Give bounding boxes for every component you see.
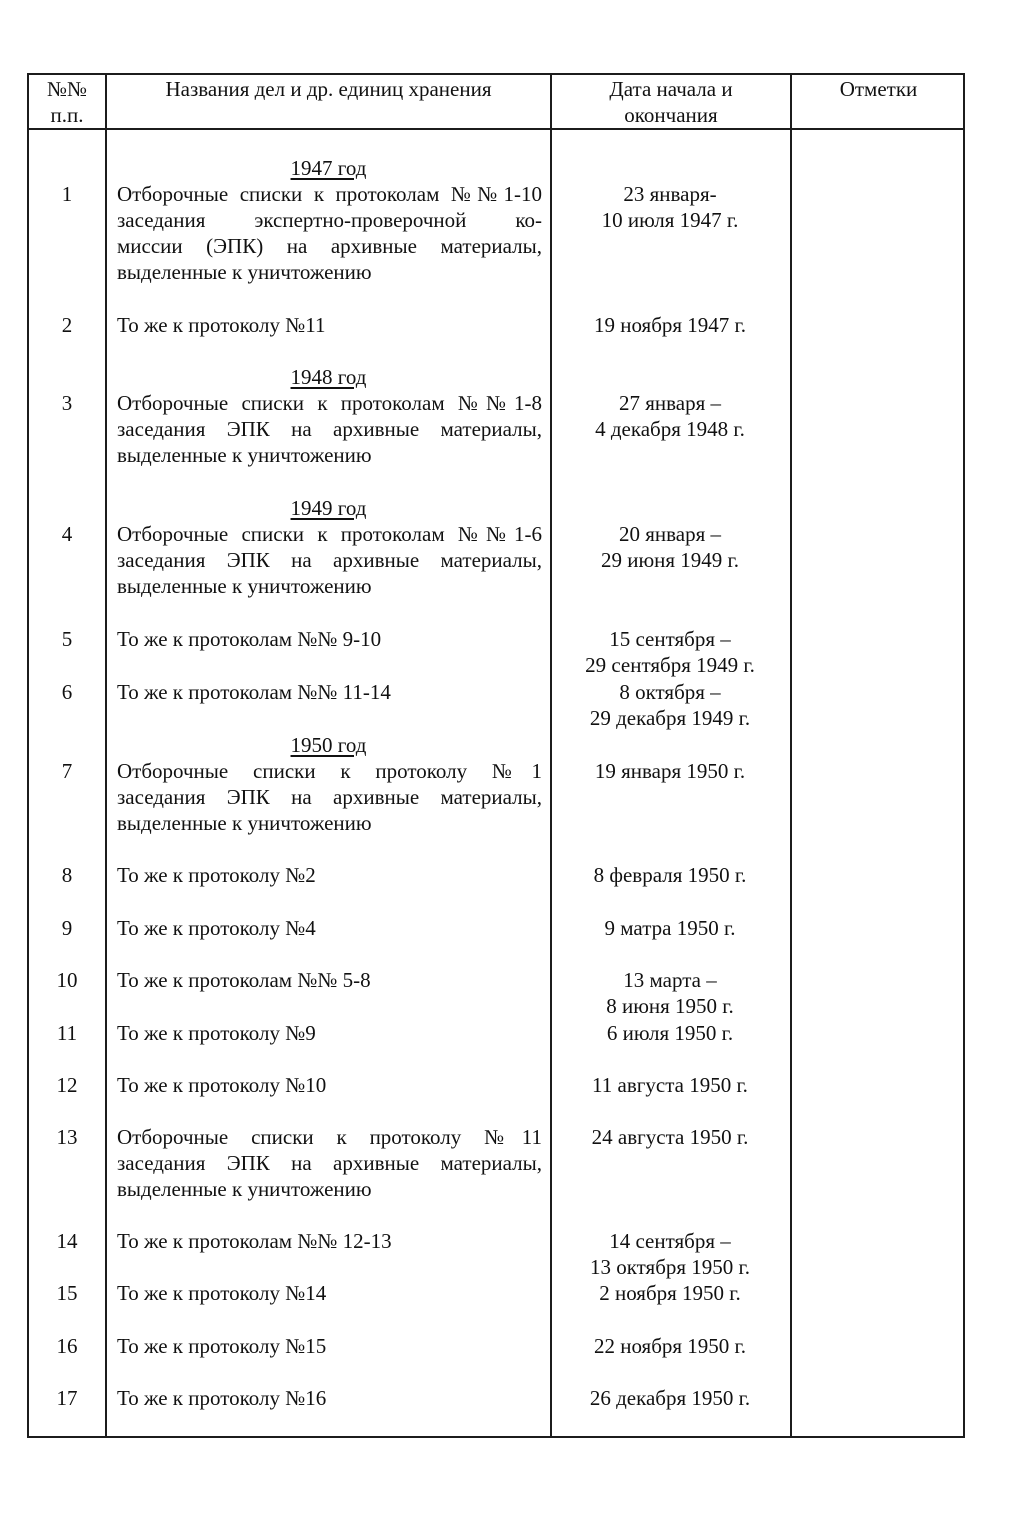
title-line: заседания ЭПК на архивные материалы, [117,1151,542,1175]
date-line: 29 июня 1949 г. [600,548,740,572]
date-line: 29 сентября 1949 г. [585,653,755,677]
row-number: 3 [61,391,73,415]
title-line: То же к протоколу №16 [117,1386,327,1410]
title-line: То же к протоколу №15 [117,1334,327,1358]
row-number: 12 [56,1073,78,1097]
date-line: 10 июля 1947 г. [601,208,739,232]
title-line: миссии (ЭПК) на архивные материалы, [117,234,542,258]
row-title [117,679,542,705]
title-line: То же к протоколу №10 [117,1073,327,1097]
title-line: заседания ЭПК на архивные материалы, [117,785,542,809]
date-line: 23 января- [623,182,717,206]
title-line: То же к протоколам №№ 9-10 [117,627,382,651]
row-title [117,1385,542,1411]
row-title [117,862,542,888]
title-line: Отборочные списки к протоколам №№1-6 [117,522,542,546]
date-line: 6 июля 1950 г. [606,1021,734,1045]
header-notes: Отметки [839,77,918,101]
title-line: То же к протоколу №9 [117,1021,316,1045]
row-dates [552,862,788,888]
date-line: 27 января – [618,391,722,415]
title-line: То же к протоколу №14 [117,1281,327,1305]
title-line: выделенные к уничтожению [117,811,372,835]
header-title: Названия дел и др. единиц хранения [165,77,492,101]
year-heading: 1950 год [290,733,367,757]
row-title [117,312,542,338]
row-dates [552,967,788,1019]
row-dates [552,758,788,784]
date-line: 24 августа 1950 г. [591,1125,749,1149]
row-dates [552,915,788,941]
row-title [117,181,542,285]
row-dates [552,679,788,731]
title-line: То же к протоколу №2 [117,863,316,887]
title-line: заседания ЭПК на архивные материалы, [117,548,542,572]
row-dates [552,1385,788,1411]
date-line: 29 декабря 1949 г. [589,706,751,730]
date-line: 19 января 1950 г. [594,759,746,783]
row-dates [552,312,788,338]
header-num [29,76,105,128]
title-line: выделенные к уничтожению [117,443,372,467]
title-line: Отборочные списки к протоколам №№1-8 [117,391,542,415]
row-title [117,1228,542,1254]
row-title [117,1072,542,1098]
date-line: 8 февраля 1950 г. [593,863,747,887]
column-divider [790,73,792,1438]
row-number: 10 [56,968,78,992]
row-title [117,758,542,836]
row-dates [552,521,788,573]
date-line: 11 августа 1950 г. [592,1073,748,1097]
row-number: 1 [61,182,73,206]
row-title [117,915,542,941]
row-dates [552,1280,788,1306]
row-number: 2 [61,313,73,337]
date-line: 2 ноября 1950 г. [599,1281,741,1305]
title-line: То же к протоколам №№ 5-8 [117,968,371,992]
row-number: 4 [61,522,73,546]
title-line: выделенные к уничтожению [117,574,372,598]
title-line: То же к протоколу №11 [117,313,326,337]
row-dates [552,1228,788,1280]
title-line: заседания экспертно-проверочной ко- [117,208,542,232]
row-title [117,390,542,468]
row-title [117,1124,542,1202]
date-line: 8 октября – [619,680,721,704]
row-number: 15 [56,1281,78,1305]
row-title [117,1280,542,1306]
row-dates [552,181,788,233]
row-title [117,967,542,993]
row-dates [552,1124,788,1150]
row-dates [552,1072,788,1098]
date-line: 19 ноября 1947 г. [593,313,747,337]
row-number: 17 [56,1386,78,1410]
header-num-line: п.п. [50,103,84,127]
date-line: 4 декабря 1948 г. [595,417,745,441]
header-num-line: №№ [46,77,88,101]
date-line: 14 сентября – [609,1229,731,1253]
title-line: То же к протоколу №4 [117,916,316,940]
date-line: 9 матра 1950 г. [604,916,736,940]
row-number: 14 [56,1229,78,1253]
date-line: 22 ноября 1950 г. [593,1334,747,1358]
row-dates [552,626,788,678]
date-line: 13 октября 1950 г. [589,1255,751,1279]
header-divider [27,128,965,130]
row-dates [552,1020,788,1046]
row-dates [552,390,788,442]
year-heading: 1949 год [290,496,367,520]
title-line: Отборочные списки к протоколу №1 [117,759,542,783]
header-dates [552,76,790,128]
date-line: 15 сентября – [609,627,731,651]
date-line: 26 декабря 1950 г. [589,1386,751,1410]
title-line: То же к протоколам №№ 12-13 [117,1229,392,1253]
title-line: выделенные к уничтожению [117,260,372,284]
row-title [117,521,542,599]
row-number: 7 [61,759,73,783]
row-title [117,1333,542,1359]
date-line: 13 марта – [623,968,717,992]
row-number: 13 [56,1125,78,1149]
row-number: 5 [61,627,73,651]
date-line: 8 июня 1950 г. [606,994,734,1018]
date-line: 20 января – [618,522,722,546]
row-number: 11 [56,1021,78,1045]
row-number: 16 [56,1334,78,1358]
row-number: 8 [61,863,73,887]
title-line: Отборочные списки к протоколу №11 [117,1125,542,1149]
row-dates [552,1333,788,1359]
row-number: 9 [61,916,73,940]
year-heading: 1948 год [290,365,367,389]
title-line: То же к протоколам №№ 11-14 [117,680,391,704]
row-title [117,626,542,652]
title-line: Отборочные списки к протоколам №№1-10 [117,182,542,206]
row-number: 6 [61,680,73,704]
header-dates-line: окончания [624,103,718,127]
row-title [117,1020,542,1046]
title-line: выделенные к уничтожению [117,1177,372,1201]
year-heading: 1947 год [290,156,367,180]
title-line: заседания ЭПК на архивные материалы, [117,417,542,441]
header-dates-line: Дата начала и [609,77,733,101]
